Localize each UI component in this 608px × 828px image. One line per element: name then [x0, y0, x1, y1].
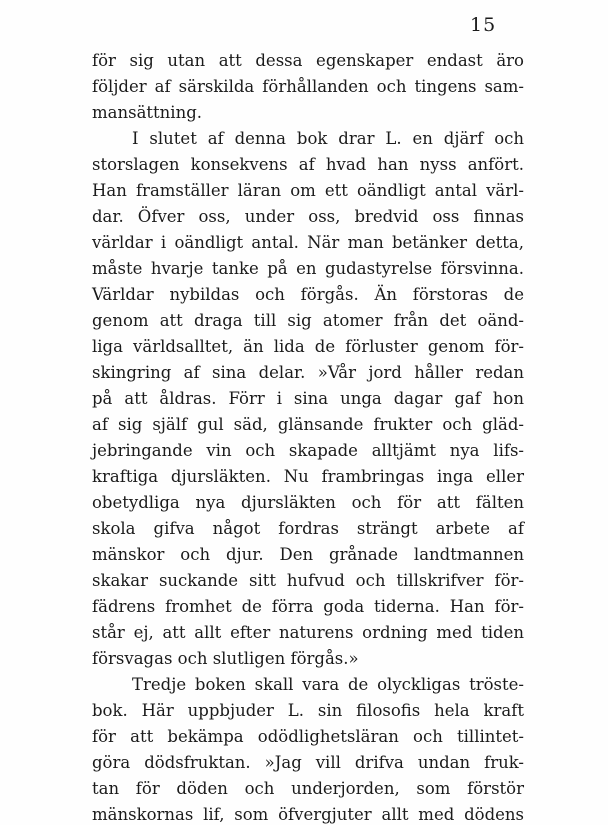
text-line: obetydliga nya djursläkten och för att fälten: [92, 493, 524, 512]
text-line: mansättning.: [92, 103, 203, 122]
text-line: bok. Här uppbjuder L. sin filosofis hela kraft: [92, 701, 524, 720]
text-line: följder af särskilda förhållanden och tingens sam-: [92, 77, 524, 96]
text-line: af sig själf gul säd, glänsande frukter och gläd-: [92, 415, 524, 434]
text-line: står ej, att allt efter naturens ordning med tiden: [92, 623, 524, 642]
text-line: genom att draga till sig atomer från det oänd-: [92, 311, 524, 330]
text-line: Världar nybildas och förgås. Än förstoras de: [92, 285, 524, 304]
text-line: tan för döden och underjorden, som förstör: [92, 779, 524, 798]
text-line: Han framställer läran om ett oändligt antal värl-: [92, 181, 524, 200]
text-line: skingring af sina delar. »Vår jord håller redan: [92, 363, 524, 382]
text-line: göra dödsfruktan. »Jag vill drifva undan fruk-: [92, 753, 524, 772]
text-line: för att bekämpa odödlighetsläran och tillintet-: [92, 727, 524, 746]
text-line: på att åldras. Förr i sina unga dagar gaf hon: [92, 389, 524, 408]
text-line: kraftiga djursläkten. Nu frambringas inga eller: [92, 467, 524, 486]
text-line: Tredje boken skall vara de olyckligas tröste-: [132, 675, 524, 694]
text-line: storslagen konsekvens af hvad han nyss anfört.: [92, 155, 524, 174]
page-number: 15: [470, 14, 497, 36]
text-line: skola gifva något fordras strängt arbete af: [92, 519, 524, 538]
text-line: mänskor och djur. Den grånade landtmannen: [92, 545, 524, 564]
text-line: I slutet af denna bok drar L. en djärf och: [132, 129, 524, 148]
text-line: fädrens fromhet de förra goda tiderna. Han för-: [92, 597, 524, 616]
text-line: mänskornas lif, som öfvergjuter allt med dödens: [92, 805, 524, 824]
text-line: världar i oändligt antal. När man betänker detta,: [92, 233, 524, 252]
text-line: försvagas och slutligen förgås.»: [92, 649, 359, 668]
text-line: dar. Öfver oss, under oss, bredvid oss finnas: [92, 207, 524, 226]
text-line: liga världsalltet, än lida de förluster genom för-: [92, 337, 524, 356]
text-line: skakar suckande sitt hufvud och tillskrifver för-: [92, 571, 524, 590]
text-line: jebringande vin och skapade alltjämt nya lifs-: [92, 441, 524, 460]
text-line: för sig utan att dessa egenskaper endast äro: [92, 51, 524, 70]
body-text: [92, 48, 524, 828]
text-line: måste hvarje tanke på en gudastyrelse försvinna.: [92, 259, 524, 278]
